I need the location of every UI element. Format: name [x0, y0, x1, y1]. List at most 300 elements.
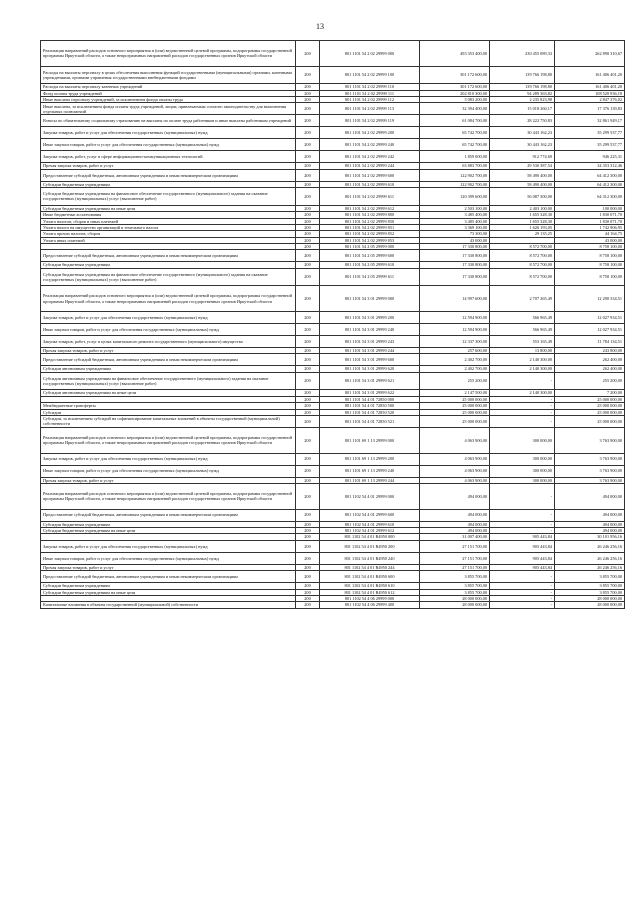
row-approved: 3 485 400,00	[420, 218, 490, 224]
row-code: 200	[296, 139, 320, 151]
row-kbk: 801 1102 54 4 01 R4950 240	[320, 552, 420, 564]
row-approved: 3 855 700,00	[420, 583, 490, 589]
row-unexecuted: 12 027 934,51	[555, 312, 625, 324]
row-name: Предоставление субсидий бюджетным, автономным учреждениям и иным некоммерческим организациям	[41, 509, 296, 521]
row-unexecuted: 494 000,00	[555, 521, 625, 527]
row-code: 200	[296, 218, 320, 224]
row-approved: 257 600,00	[420, 348, 490, 354]
row-code: 200	[296, 237, 320, 243]
row-executed: 8 572 700,00	[490, 262, 555, 268]
row-name: Уплата иных платежей	[41, 237, 296, 243]
row-approved: 4 063 900,00	[420, 477, 490, 483]
row-kbk: 801 1101 54 2 05 29999 611	[320, 268, 420, 286]
row-approved: 65 742 700,00	[420, 127, 490, 139]
row-code: 200	[296, 540, 320, 552]
row-unexecuted: 262 400,00	[555, 354, 625, 366]
row-code: 200	[296, 169, 320, 181]
row-approved: 25 000 000,00	[420, 403, 490, 409]
row-executed: 139 766 198,80	[490, 84, 555, 90]
row-name: Субсидии бюджетным учреждениям	[41, 583, 296, 589]
row-unexecuted: 25 000 000,00	[555, 415, 625, 427]
row-unexecuted: 3 763 900,00	[555, 453, 625, 465]
row-name: Реализация направлений расходов основного мероприятия и (или) ведомственной целевой программы, подпрограммы государственной программы Иркутской области, а также непрограммных направлений расходов государственных органов Иркутской области	[41, 286, 296, 312]
row-name: Закупка товаров, работ и услуг для обеспечения государственных (муниципальных) нужд	[41, 127, 296, 139]
row-unexecuted: 64 412 300,00	[555, 181, 625, 187]
table-row	[41, 509, 625, 521]
row-executed: 2 140 300,00	[490, 366, 555, 372]
table-row	[41, 336, 625, 348]
row-executed: 566 965,49	[490, 324, 555, 336]
row-kbk: 801 1101 54 2 02 29999 610	[320, 181, 420, 187]
row-executed: 58 490 400,00	[490, 169, 555, 181]
table-row	[41, 540, 625, 552]
row-name: Закупка товаров, работ и услуг для обеспечения государственных (муниципальных) нужд	[41, 540, 296, 552]
row-unexecuted: 64 312 300,00	[555, 188, 625, 206]
row-unexecuted: 34 353 312,46	[555, 163, 625, 169]
row-kbk: 801 1101 54 2 02 29999 852	[320, 231, 420, 237]
row-unexecuted: 28 000 000,00	[555, 602, 625, 608]
row-name: Реализация направлений расходов основного мероприятия и (или) ведомственной целевой программы, подпрограммы государственной программы Иркутской области, а также непрограммных направлений расходов государственных органов Иркутской области	[41, 483, 296, 509]
row-kbk: 801 1101 69 1 13 29999 000	[320, 427, 420, 453]
row-executed: 912 774,69	[490, 151, 555, 163]
row-unexecuted: 8 758 100,00	[555, 244, 625, 250]
row-unexecuted: 262 400,00	[555, 366, 625, 372]
row-executed: -	[490, 396, 555, 402]
row-name: Иные бюджетные ассигнования	[41, 212, 296, 218]
row-approved: 255 200,00	[420, 372, 490, 390]
row-name: Субсидии бюджетным учреждениям	[41, 521, 296, 527]
row-unexecuted: 1 830 071,70	[555, 218, 625, 224]
row-approved: 28 000 000,00	[420, 595, 490, 601]
row-code: 200	[296, 534, 320, 540]
table-row	[41, 139, 625, 151]
row-executed: -	[490, 589, 555, 595]
row-approved: 25 000 000,00	[420, 415, 490, 427]
row-unexecuted: 3 763 900,00	[555, 427, 625, 453]
row-approved: 1 859 000,00	[420, 151, 490, 163]
row-approved: 3 485 400,00	[420, 212, 490, 218]
row-executed: 2 707 265,49	[490, 286, 555, 312]
row-name: Капитальные вложения в объекты государственной (муниципальной) собственности	[41, 602, 296, 608]
row-approved: 2 402 700,00	[420, 366, 490, 372]
row-executed: -	[490, 409, 555, 415]
row-kbk: 801 1101 54 2 02 29999 242	[320, 151, 420, 163]
row-executed: 139 766 198,80	[490, 66, 555, 84]
row-kbk: 801 1101 54 3 01 29999 244	[320, 348, 420, 354]
row-code: 200	[296, 396, 320, 402]
row-code: 200	[296, 231, 320, 237]
row-unexecuted: 3 855 700,00	[555, 583, 625, 589]
row-code: 200	[296, 477, 320, 483]
row-code: 200	[296, 366, 320, 372]
row-name: Субсидии бюджетным учреждениям на иные цели	[41, 205, 296, 211]
row-executed: 1 655 328,30	[490, 212, 555, 218]
row-name: Субсидии, за исключением субсидий на софинансирование капитальных вложений в объекты государственной (муниципальной) собственности	[41, 415, 296, 427]
row-name: Закупка товаров, работ, услуг в сфере информационно-коммуникационных технологий	[41, 151, 296, 163]
row-code: 200	[296, 415, 320, 427]
row-kbk: 801 1101 54 3 01 29999 620	[320, 366, 420, 372]
row-approved: 202 810 300,00	[420, 90, 490, 96]
row-kbk: 801 1101 54 4 01 72850 000	[320, 396, 420, 402]
row-kbk: 801 1101 54 2 02 29999 119	[320, 115, 420, 127]
row-unexecuted: 161 406 401,20	[555, 84, 625, 90]
row-approved: 3 855 700,00	[420, 571, 490, 583]
row-code: 200	[296, 409, 320, 415]
row-name: Субсидии бюджетным учреждениям на иные цели	[41, 589, 296, 595]
row-name: Иные выплаты, за исключением фонда оплаты труда учреждений, лицам, привлекаемым согласно законодательству для выполнения отдельных полномочий	[41, 103, 296, 115]
row-name: Субсидии автономным учреждениям	[41, 366, 296, 372]
row-unexecuted: 17 376 139,83	[555, 103, 625, 115]
row-unexecuted: 3 763 900,00	[555, 477, 625, 483]
table-row	[41, 415, 625, 427]
row-kbk: 801 1101 54 2 02 29999 611	[320, 188, 420, 206]
row-code: 200	[296, 589, 320, 595]
row-approved: 73 300,00	[420, 231, 490, 237]
row-executed: 8 572 700,00	[490, 244, 555, 250]
row-name: Межбюджетные трансферты	[41, 403, 296, 409]
row-executed: -	[490, 595, 555, 601]
row-executed: 300 000,00	[490, 477, 555, 483]
row-unexecuted: 7 200,00	[555, 390, 625, 396]
row-executed: 30 443 162,23	[490, 139, 555, 151]
row-unexecuted: 12 027 934,51	[555, 324, 625, 336]
row-name: Иные выплаты персоналу учреждений, за исключением фонда оплаты труда	[41, 96, 296, 102]
row-executed: 905 443,84	[490, 540, 555, 552]
table-row	[41, 286, 625, 312]
row-name: Субсидии бюджетным учреждениям на финансовое обеспечение государственного (муниципального) задания на оказание государственных (муниципальных) услуг (выполнение работ)	[41, 188, 296, 206]
table-row	[41, 354, 625, 366]
row-unexecuted: 28 000 000,00	[555, 595, 625, 601]
row-executed: 300 000,00	[490, 427, 555, 453]
row-name: Иные закупки товаров, работ и услуг для обеспечения государственных (муниципальных) нужд	[41, 465, 296, 477]
row-approved: 27 151 700,00	[420, 564, 490, 570]
row-kbk: 801 1102 54 4 06 29999 400	[320, 602, 420, 608]
row-approved: 494 000,00	[420, 521, 490, 527]
row-unexecuted: 1 830 071,70	[555, 212, 625, 218]
row-approved: 28 000 000,00	[420, 602, 490, 608]
row-code: 200	[296, 90, 320, 96]
table-row	[41, 552, 625, 564]
row-approved: 122 902 700,00	[420, 181, 490, 187]
budget-execution-table	[40, 40, 625, 609]
row-name: Предоставление субсидий бюджетным, автономным учреждениям и иным некоммерческим организациям	[41, 169, 296, 181]
row-executed: -	[490, 583, 555, 589]
row-name: Иные закупки товаров, работ и услуг для обеспечения государственных (муниципальных) нужд	[41, 552, 296, 564]
row-code: 200	[296, 84, 320, 90]
row-code: 200	[296, 403, 320, 409]
row-code: 200	[296, 552, 320, 564]
row-kbk: 801 1101 54 3 01 29999 243	[320, 336, 420, 348]
row-kbk: 801 1101 54 2 02 29999 612	[320, 205, 420, 211]
row-code: 200	[296, 521, 320, 527]
row-name: Фонд оплаты труда учреждений	[41, 90, 296, 96]
row-code: 200	[296, 181, 320, 187]
row-name: Субсидии бюджетным учреждениям на финансовое обеспечение государственного (муниципального) задания на оказание государственных (муниципальных) услуг (выполнение работ)	[41, 268, 296, 286]
row-executed: 905 443,84	[490, 564, 555, 570]
row-code: 200	[296, 427, 320, 453]
row-approved: 12 594 900,00	[420, 312, 490, 324]
row-code: 200	[296, 312, 320, 324]
row-code: 200	[296, 372, 320, 390]
row-executed: 2 235 823,98	[490, 96, 555, 102]
row-code: 200	[296, 250, 320, 262]
row-kbk: 801 1101 54 3 01 29999 240	[320, 324, 420, 336]
table-row	[41, 66, 625, 84]
row-kbk: 801 1101 54 2 05 29999 600	[320, 250, 420, 262]
row-executed: 1 626 193,05	[490, 224, 555, 230]
row-kbk: 801 1102 54 4 01 R4950 610	[320, 583, 420, 589]
row-unexecuted: 44 164,75	[555, 231, 625, 237]
row-code: 200	[296, 465, 320, 477]
row-executed: 13 800,00	[490, 348, 555, 354]
row-kbk: 801 1101 54 2 02 29999 851	[320, 224, 420, 230]
row-kbk: 801 1101 54 2 02 29999 244	[320, 163, 420, 169]
table-row	[41, 115, 625, 127]
row-approved: 25 000 000,00	[420, 396, 490, 402]
row-code: 200	[296, 453, 320, 465]
table-row	[41, 41, 625, 67]
table-row	[41, 453, 625, 465]
row-executed: 300 000,00	[490, 465, 555, 477]
row-executed: -	[490, 509, 555, 521]
row-unexecuted: 25 000 000,00	[555, 403, 625, 409]
row-approved: 3 369 100,00	[420, 224, 490, 230]
row-executed: -	[490, 602, 555, 608]
row-name: Прочая закупка товаров, работ и услуг	[41, 477, 296, 483]
row-kbk: 801 1101 54 3 01 29999 000	[320, 286, 420, 312]
row-kbk: 801 1102 54 4 01 R4950 000	[320, 534, 420, 540]
row-name: Уплата налогов, сборов и иных платежей	[41, 218, 296, 224]
row-name: Предоставление субсидий бюджетным, автономным учреждениям и иным некоммерческим организациям	[41, 571, 296, 583]
row-approved: 65 742 700,00	[420, 139, 490, 151]
row-code: 200	[296, 595, 320, 601]
row-kbk: 801 1101 69 1 13 29999 240	[320, 465, 420, 477]
row-name: Предоставление субсидий бюджетным, автономным учреждениям и иным некоммерческим организациям	[41, 250, 296, 262]
row-name: Субсидии	[41, 409, 296, 415]
row-kbk: 801 1102 54 4 01 R4950 244	[320, 564, 420, 570]
row-approved: 32 394 400,00	[420, 103, 490, 115]
row-approved: 17 330 800,00	[420, 262, 490, 268]
row-executed: 553 165,49	[490, 336, 555, 348]
row-approved: 25 000 000,00	[420, 409, 490, 415]
row-code: 200	[296, 509, 320, 521]
row-name: Реализация направлений расходов основного мероприятия и (или) ведомственной целевой программы, подпрограммы государственной программы Иркутской области, а также непрограммных направлений расходов государственных органов Иркутской области	[41, 427, 296, 453]
table-row	[41, 483, 625, 509]
row-kbk: 801 1101 54 2 02 29999 853	[320, 237, 420, 243]
row-name: Уплата прочих налогов, сборов	[41, 231, 296, 237]
row-approved: 14 997 600,00	[420, 286, 490, 312]
row-approved: 4 063 900,00	[420, 427, 490, 453]
row-approved: 2 503 100,00	[420, 205, 490, 211]
row-kbk: 801 1101 54 4 01 72850 521	[320, 415, 420, 427]
row-kbk: 801 1102 54 4 01 R4950 200	[320, 540, 420, 552]
row-executed: 58 490 400,00	[490, 181, 555, 187]
row-kbk: 801 1102 54 4 01 R4950 600	[320, 571, 420, 583]
row-kbk: 801 1102 54 4 06 29999 000	[320, 595, 420, 601]
row-approved: 494 000,00	[420, 483, 490, 509]
row-unexecuted: 255 200,00	[555, 372, 625, 390]
row-executed: 8 572 700,00	[490, 250, 555, 262]
row-unexecuted: 946 225,31	[555, 151, 625, 163]
row-name: Субсидии бюджетным учреждениям	[41, 181, 296, 187]
row-name: Субсидии бюджетным учреждениям	[41, 262, 296, 268]
table-row	[41, 602, 625, 608]
row-unexecuted: 262 898 310,67	[555, 41, 625, 67]
row-approved: 12 337 300,00	[420, 336, 490, 348]
row-code: 200	[296, 244, 320, 250]
row-name: Закупка товаров, работ и услуг для обеспечения государственных (муниципальных) нужд	[41, 453, 296, 465]
row-approved: 494 000,00	[420, 527, 490, 533]
row-kbk: 801 1101 54 2 02 29999 000	[320, 41, 420, 67]
row-executed: -	[490, 415, 555, 427]
table-row	[41, 268, 625, 286]
table-row	[41, 427, 625, 453]
row-executed: 230 455 089,33	[490, 41, 555, 67]
row-approved: 5 083 200,00	[420, 96, 490, 102]
row-unexecuted: 12 290 334,51	[555, 286, 625, 312]
row-name: Субсидии автономным учреждениям на финансовое обеспечение государственного (муниципального) задания на оказание государственных (муниципальных) услуг (выполнение работ)	[41, 372, 296, 390]
row-name: Субсидии бюджетным учреждениям на иные цели	[41, 527, 296, 533]
table-row	[41, 127, 625, 139]
row-executed: 15 018 260,17	[490, 103, 555, 115]
row-kbk: 801 1101 69 1 13 29999 200	[320, 453, 420, 465]
row-unexecuted: 8 758 100,00	[555, 268, 625, 286]
row-approved: 4 063 900,00	[420, 465, 490, 477]
table-row	[41, 169, 625, 181]
row-kbk: 801 1101 54 2 02 29999 240	[320, 139, 420, 151]
row-name: Иные закупки товаров, работ и услуг для обеспечения государственных (муниципальных) нужд	[41, 139, 296, 151]
row-approved: 12 594 900,00	[420, 324, 490, 336]
row-name: Закупка товаров, работ, услуг в целях капитального ремонта государственного (муниципального) имущества	[41, 336, 296, 348]
row-unexecuted: 3 855 700,00	[555, 571, 625, 583]
row-unexecuted: 43 000,00	[555, 237, 625, 243]
row-executed: 29 135,25	[490, 231, 555, 237]
row-unexecuted: 26 246 256,16	[555, 552, 625, 564]
row-code: 200	[296, 268, 320, 286]
row-kbk: 801 1102 54 4 01 29999 610	[320, 521, 420, 527]
row-name: Взносы по обязательному социальному страхованию на выплаты по оплате труда работников и иные выплаты работникам учреждений	[41, 115, 296, 127]
row-kbk: 801 1101 54 2 05 29999 610	[320, 262, 420, 268]
row-kbk: 801 1101 54 2 02 29999 112	[320, 96, 420, 102]
row-kbk: 801 1101 54 2 02 29999 850	[320, 218, 420, 224]
row-executed: 30 443 162,23	[490, 127, 555, 139]
table-row	[41, 250, 625, 262]
row-executed: 56 087 300,00	[490, 188, 555, 206]
row-kbk: 801 1101 54 4 01 72850 520	[320, 409, 420, 415]
row-unexecuted: 64 412 300,00	[555, 169, 625, 181]
row-approved: 2 402 700,00	[420, 354, 490, 366]
row-executed: 28 222 750,83	[490, 115, 555, 127]
row-approved: 494 000,00	[420, 509, 490, 521]
row-code: 200	[296, 564, 320, 570]
row-unexecuted: 32 861 949,17	[555, 115, 625, 127]
page-number: 13	[316, 22, 324, 31]
row-approved: 27 151 700,00	[420, 540, 490, 552]
row-unexecuted: 8 758 100,00	[555, 262, 625, 268]
row-name: Прочая закупка товаров, работ и услуг	[41, 163, 296, 169]
table-row	[41, 188, 625, 206]
row-approved: 17 330 800,00	[420, 250, 490, 262]
row-kbk: 801 1101 54 2 02 29999 100	[320, 66, 420, 84]
row-kbk: 801 1101 54 3 01 29999 621	[320, 372, 420, 390]
row-kbk: 801 1102 54 4 01 29999 000	[320, 483, 420, 509]
row-executed: 566 965,49	[490, 312, 555, 324]
row-executed: 905 443,84	[490, 552, 555, 564]
row-kbk: 801 1101 54 3 01 29999 200	[320, 312, 420, 324]
row-approved: 493 353 400,00	[420, 41, 490, 67]
row-kbk: 801 1102 54 4 01 29999 600	[320, 509, 420, 521]
row-executed: 2 403 100,00	[490, 205, 555, 211]
row-code: 200	[296, 336, 320, 348]
row-executed: -	[490, 372, 555, 390]
row-unexecuted: 26 246 256,16	[555, 564, 625, 570]
row-code: 200	[296, 115, 320, 127]
row-kbk: 801 1101 54 2 02 29999 110	[320, 84, 420, 90]
row-code: 200	[296, 571, 320, 583]
row-approved: 122 902 700,00	[420, 169, 490, 181]
row-executed: -	[490, 527, 555, 533]
table-row	[41, 103, 625, 115]
row-code: 200	[296, 151, 320, 163]
row-executed: -	[490, 571, 555, 583]
row-unexecuted: 25 000 000,00	[555, 396, 625, 402]
row-executed: 94 289 363,82	[490, 90, 555, 96]
row-unexecuted: 3 855 700,00	[555, 589, 625, 595]
row-code: 200	[296, 286, 320, 312]
row-unexecuted: 100 000,00	[555, 205, 625, 211]
row-name: Прочая закупка товаров, работ и услуг	[41, 564, 296, 570]
row-name: Расходы на выплаты персоналу казенных учреждений	[41, 84, 296, 90]
row-executed: 1 655 328,30	[490, 218, 555, 224]
row-code: 200	[296, 324, 320, 336]
row-approved: 301 172 600,00	[420, 84, 490, 90]
row-executed: -	[490, 403, 555, 409]
row-code: 200	[296, 527, 320, 533]
row-unexecuted: 8 758 100,00	[555, 250, 625, 262]
row-unexecuted: 1 742 906,95	[555, 224, 625, 230]
row-code: 200	[296, 127, 320, 139]
row-unexecuted: 35 299 537,77	[555, 127, 625, 139]
row-approved: 17 330 800,00	[420, 244, 490, 250]
row-kbk: 801 1101 54 3 01 29999 622	[320, 390, 420, 396]
row-unexecuted: 243 800,00	[555, 348, 625, 354]
row-kbk: 801 1102 54 4 01 R4950 612	[320, 589, 420, 595]
table-row	[41, 151, 625, 163]
row-unexecuted: 25 000 000,00	[555, 409, 625, 415]
row-code: 200	[296, 205, 320, 211]
row-kbk: 801 1101 54 2 02 29999 113	[320, 103, 420, 115]
row-approved: 3 855 700,00	[420, 589, 490, 595]
row-unexecuted: 35 299 537,77	[555, 139, 625, 151]
row-executed: 8 572 700,00	[490, 268, 555, 286]
row-code: 200	[296, 224, 320, 230]
row-unexecuted: 161 406 401,20	[555, 66, 625, 84]
row-name: Субсидии автономным учреждениям на иные цели	[41, 390, 296, 396]
row-unexecuted: 30 101 956,16	[555, 534, 625, 540]
table-row	[41, 312, 625, 324]
row-kbk: 801 1102 54 4 01 29999 612	[320, 527, 420, 533]
row-name: Иные закупки товаров, работ и услуг для обеспечения государственных (муниципальных) нужд	[41, 324, 296, 336]
row-executed: 905 443,84	[490, 534, 555, 540]
row-name: Расходы на выплаты персоналу в целях обеспечения выполнения функций государственными (муниципальными) органами, казенными учреждениями, органами управления государственными внебюджетными фондами	[41, 66, 296, 84]
table-row	[41, 465, 625, 477]
row-name: Закупка товаров, работ и услуг для обеспечения государственных (муниципальных) нужд	[41, 312, 296, 324]
row-kbk: 801 1101 69 1 13 29999 244	[320, 477, 420, 483]
row-name: Предоставление субсидий бюджетным, автономным учреждениям и иным некоммерческим организациям	[41, 354, 296, 366]
row-approved: 120 399 600,00	[420, 188, 490, 206]
row-executed: -	[490, 521, 555, 527]
row-approved: 4 063 900,00	[420, 453, 490, 465]
